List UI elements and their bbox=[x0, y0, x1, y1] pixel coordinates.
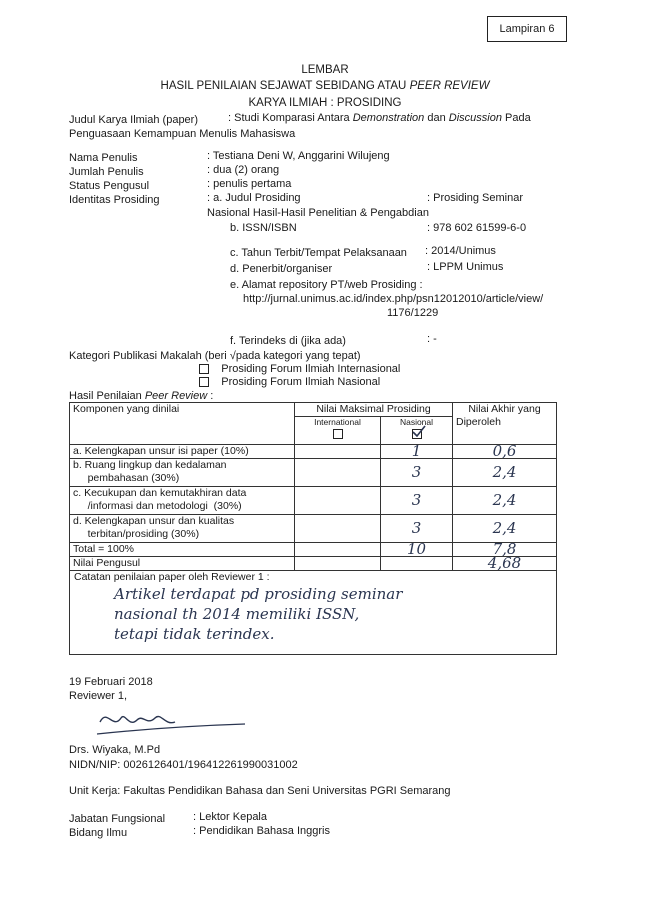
table-row-pengusul bbox=[70, 557, 557, 571]
header-komponen: Komponen yang dinilai bbox=[70, 403, 295, 445]
unit-kerja: Unit Kerja: Fakultas Pendidikan Bahasa dan Seni Universitas PGRI Semarang bbox=[69, 785, 451, 797]
identitas-a-line2: Nasional Hasil-Hasil Penelitian & Pengabdian bbox=[207, 207, 429, 219]
row-akhir: 2,4 bbox=[453, 515, 557, 543]
header-nilai-maks: Nilai Maksimal Prosiding bbox=[295, 403, 453, 417]
repository-url-1: http://jurnal.unimus.ac.id/index.php/psn12012010/article/view/ bbox=[243, 293, 544, 305]
row-label: c. Kecukupan dan kemutakhiran data /informasi dan metodologi (30%) bbox=[70, 487, 295, 515]
table-row bbox=[70, 445, 557, 459]
table-row-total bbox=[70, 543, 557, 557]
identitas-a: : a. Judul Prosiding bbox=[207, 192, 301, 204]
penerbit-value: : LPPM Unimus bbox=[427, 261, 504, 273]
lampiran-box: Lampiran 6 bbox=[487, 16, 567, 42]
judul-line2: Penguasaan Kemampuan Menulis Mahasiswa bbox=[69, 128, 296, 140]
table-header-row bbox=[70, 403, 557, 417]
repository-label: e. Alamat repository PT/web Prosiding : bbox=[230, 279, 423, 291]
tahun-value: : 2014/Unimus bbox=[425, 245, 496, 257]
pengusul-akhir: 4,68 bbox=[453, 557, 557, 571]
table-row bbox=[70, 487, 557, 515]
total-label: Total = 100% bbox=[70, 543, 295, 557]
tahun-label: c. Tahun Terbit/Tempat Pelaksanaan bbox=[230, 247, 407, 259]
row-label: d. Kelengkapan unsur dan kualitas terbitan/prosiding (30%) bbox=[70, 515, 295, 543]
row-akhir: 2,4 bbox=[453, 487, 557, 515]
jabatan-label: Jabatan Fungsional bbox=[69, 813, 166, 825]
title-line1: LEMBAR bbox=[301, 64, 349, 76]
catatan-row bbox=[70, 571, 557, 655]
row-maks: 3 bbox=[381, 515, 453, 543]
table-row bbox=[70, 515, 557, 543]
row-maks: 3 bbox=[381, 459, 453, 487]
total-akhir: 7,8 bbox=[453, 543, 557, 557]
total-maks: 10 bbox=[381, 543, 453, 557]
kategori-label: Kategori Publikasi Makalah (beri √pada kategori yang tepat) bbox=[69, 350, 361, 362]
header-nasional: Nasional bbox=[381, 417, 453, 445]
catatan-handwriting-2: nasional th 2014 memiliki ISSN, bbox=[114, 605, 360, 623]
terindeks-value: : - bbox=[427, 333, 437, 345]
status-value: : penulis pertama bbox=[207, 178, 292, 190]
kategori-option-label: Prosiding Forum Ilmiah Internasional bbox=[221, 363, 401, 375]
checkmark-icon bbox=[412, 425, 426, 437]
terindeks-label: f. Terindeks di (jika ada) bbox=[230, 335, 346, 347]
row-label: a. Kelengkapan unsur isi paper (10%) bbox=[70, 445, 295, 459]
reviewer-name: Drs. Wiyaka, M.Pd bbox=[69, 744, 161, 756]
checkbox-nasional[interactable] bbox=[199, 377, 209, 387]
header-nilai-akhir: Nilai Akhir yang Diperoleh bbox=[453, 403, 557, 445]
nama-value: : Testiana Deni W, Anggarini Wilujeng bbox=[207, 150, 390, 162]
status-label: Status Pengusul bbox=[69, 180, 150, 192]
table-row bbox=[70, 459, 557, 487]
catatan-handwriting-1: Artikel terdapat pd prosiding seminar bbox=[114, 585, 403, 603]
row-akhir: 0,6 bbox=[453, 445, 557, 459]
reviewer-nidn: NIDN/NIP: 0026126401/196412261990031002 bbox=[69, 759, 298, 771]
bidang-value: : Pendidikan Bahasa Inggris bbox=[193, 825, 330, 837]
pengusul-label: Nilai Pengusul bbox=[70, 557, 295, 571]
nama-label: Nama Penulis bbox=[69, 152, 138, 164]
repository-url-2: 1176/1229 bbox=[387, 307, 439, 319]
jabatan-value: : Lektor Kepala bbox=[193, 811, 267, 823]
judul-value: : Studi Komparasi Antara Demonstration dan Discussion Pada bbox=[228, 112, 531, 124]
checkbox-nasional-checked[interactable] bbox=[412, 429, 422, 439]
title-line2: HASIL PENILAIAN SEJAWAT SEBIDANG ATAU PEER REVIEW bbox=[160, 80, 490, 92]
row-label: b. Ruang lingkup dan kedalaman pembahasan (30%) bbox=[70, 459, 295, 487]
row-maks: 1 bbox=[381, 445, 453, 459]
checkbox-internasional[interactable] bbox=[199, 364, 209, 374]
title-line3: KARYA ILMIAH : PROSIDING bbox=[248, 97, 402, 109]
bidang-label: Bidang Ilmu bbox=[69, 827, 128, 839]
row-maks: 3 bbox=[381, 487, 453, 515]
header-international: International bbox=[295, 417, 381, 445]
identitas-a-value: : Prosiding Seminar bbox=[427, 192, 523, 204]
judul-label: Judul Karya Ilmiah (paper) bbox=[69, 114, 199, 126]
catatan-cell bbox=[70, 571, 557, 655]
checkbox-international[interactable] bbox=[333, 429, 343, 439]
catatan-handwriting-3: tetapi tidak terindex. bbox=[114, 625, 275, 643]
row-akhir: 2,4 bbox=[453, 459, 557, 487]
identitas-label: Identitas Prosiding bbox=[69, 194, 160, 206]
kategori-option-internasional[interactable] bbox=[199, 363, 400, 375]
reviewer-label: Reviewer 1, bbox=[69, 690, 128, 702]
issn-value: : 978 602 61599-6-0 bbox=[427, 222, 527, 234]
signature-icon bbox=[95, 700, 255, 742]
jumlah-label: Jumlah Penulis bbox=[69, 166, 144, 178]
hasil-label: Hasil Penilaian Peer Review : bbox=[69, 390, 214, 402]
kategori-option-nasional[interactable] bbox=[199, 376, 380, 388]
date: 19 Februari 2018 bbox=[69, 676, 153, 688]
catatan-label: Catatan penilaian paper oleh Reviewer 1 : bbox=[74, 571, 270, 583]
penilaian-table bbox=[69, 402, 557, 655]
penerbit-label: d. Penerbit/organiser bbox=[230, 263, 333, 275]
issn-label: b. ISSN/ISBN bbox=[230, 222, 297, 234]
jumlah-value: : dua (2) orang bbox=[207, 164, 280, 176]
kategori-option-label: Prosiding Forum Ilmiah Nasional bbox=[221, 376, 381, 388]
